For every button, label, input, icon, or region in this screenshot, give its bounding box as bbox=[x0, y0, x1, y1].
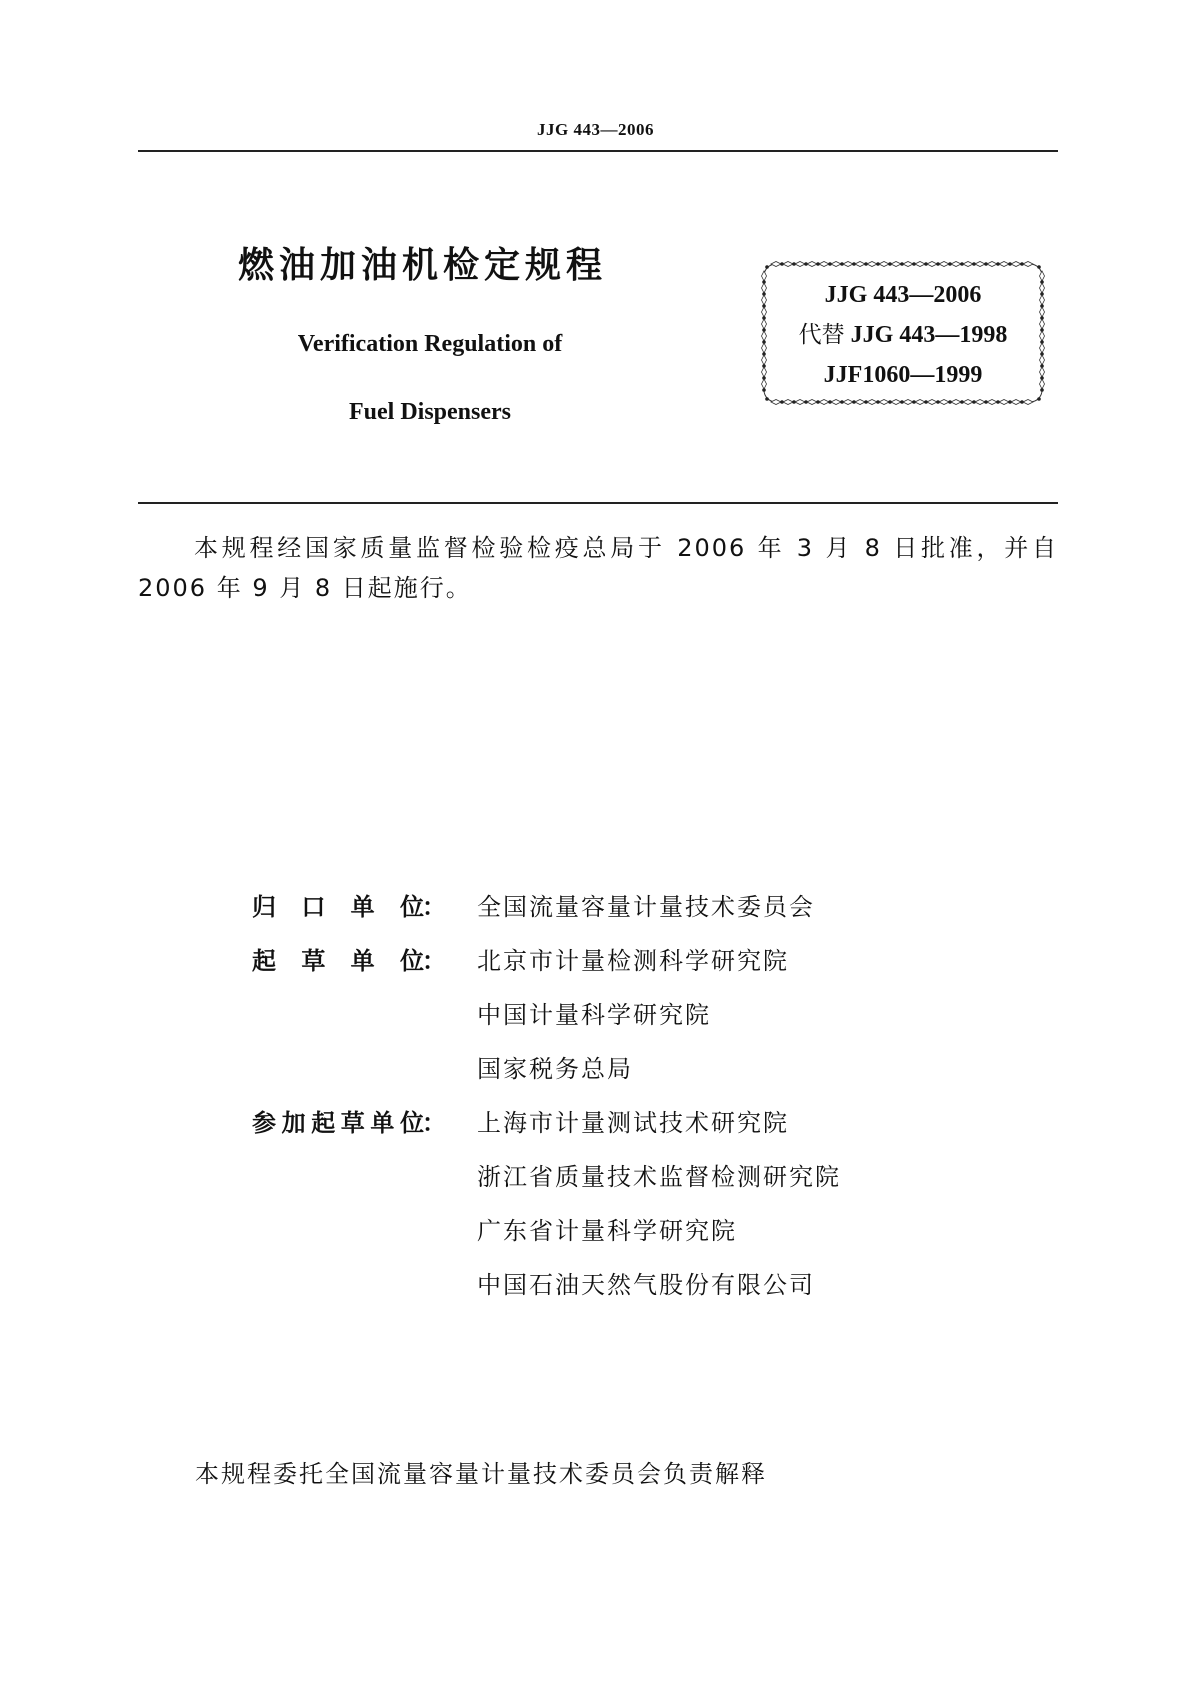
title-chinese: 燃油加油机检定规程 bbox=[238, 245, 608, 286]
replaced-standard-code-2: JJF1060—1999 bbox=[823, 362, 983, 388]
responsible-unit-name: 全国流量容量计量技术委员会 bbox=[477, 893, 815, 921]
drafting-unit-label: 起草单位 bbox=[252, 947, 424, 975]
replaces-label: 代替 bbox=[798, 322, 845, 348]
replaced-standard-line bbox=[758, 320, 1048, 350]
responsible-unit-label: 归口单位 bbox=[252, 893, 424, 921]
label-colon: ： bbox=[422, 947, 446, 975]
participating-unit-name: 浙江省质量技术监督检测研究院 bbox=[477, 1163, 841, 1191]
label-colon: ： bbox=[422, 893, 446, 921]
header-rule bbox=[138, 150, 1058, 152]
drafting-unit-name: 国家税务总局 bbox=[477, 1055, 633, 1083]
drafting-unit-name: 北京市计量检测科学研究院 bbox=[477, 947, 789, 975]
title-english-line-2: Fuel Dispensers bbox=[349, 399, 511, 425]
label-colon: ： bbox=[422, 1109, 446, 1137]
section-rule bbox=[138, 502, 1058, 504]
approval-statement: 本规程经国家质量监督检验检疫总局于 2006 年 3 月 8 日批准，并自 2006 年 9 月 8 日起施行。 bbox=[138, 534, 1058, 602]
replaced-standard-code: JJG 443—1998 bbox=[844, 322, 1008, 348]
drafting-unit-name: 中国计量科学研究院 bbox=[477, 1001, 711, 1029]
title-english-line-1: Verification Regulation of bbox=[297, 331, 563, 357]
current-standard-code: JJG 443—2006 bbox=[824, 282, 982, 308]
participating-unit-name: 上海市计量测试技术研究院 bbox=[477, 1109, 789, 1137]
participating-unit-name: 中国石油天然气股份有限公司 bbox=[477, 1271, 815, 1299]
participating-unit-name: 广东省计量科学研究院 bbox=[477, 1217, 737, 1245]
standard-code-box bbox=[758, 258, 1048, 408]
interpretation-statement: 本规程委托全国流量容量计量技术委员会负责解释 bbox=[195, 1460, 767, 1488]
participating-unit-label: 参加起草单位 bbox=[252, 1109, 424, 1137]
running-header-code: JJG 443—2006 bbox=[537, 120, 654, 139]
